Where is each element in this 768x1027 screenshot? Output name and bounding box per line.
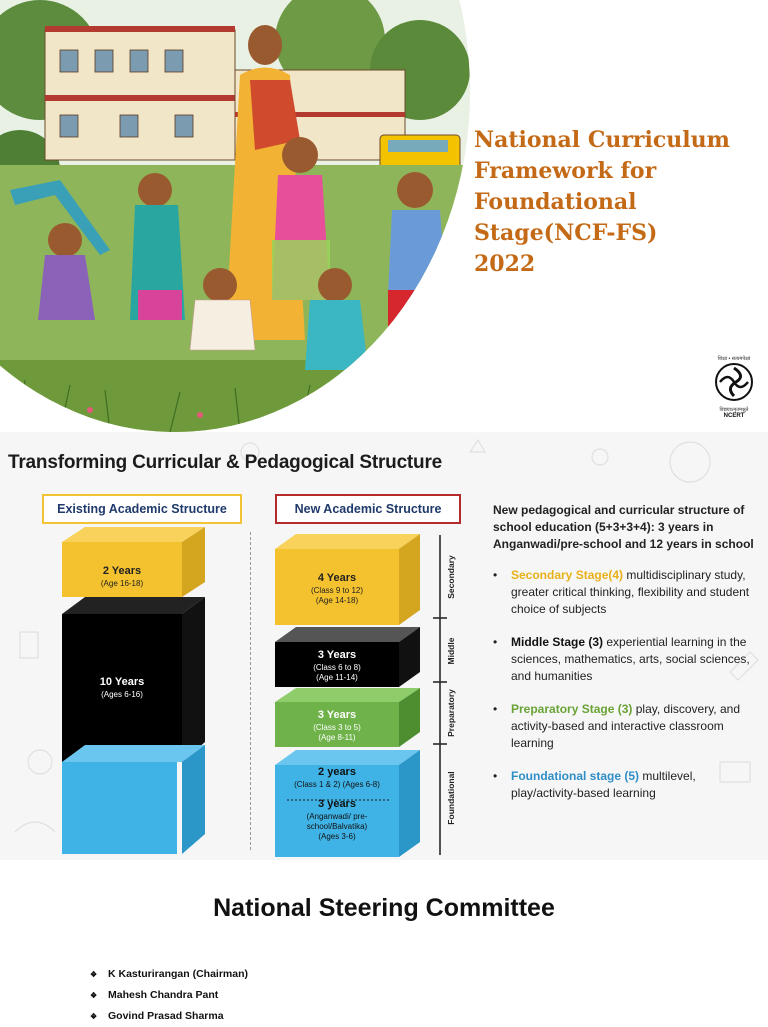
structure-section [0, 432, 768, 860]
block-years: 3 Years [317, 649, 357, 661]
block-detail: (Age 11-14) [316, 672, 358, 682]
committee-section [0, 860, 768, 1024]
bullet-label: Secondary Stage(4) [511, 568, 624, 582]
new-block-preparatory-label [275, 709, 399, 743]
new-structure-header: New Academic Structure [275, 494, 461, 524]
cover-title-line: Framework for [474, 158, 657, 184]
structure-title: Transforming Curricular & Pedagogical Structure [8, 452, 443, 473]
block-detail: (Age 14-18) [315, 595, 359, 605]
block-detail: (Class 1 & 2) (Ages 6-8) [294, 779, 380, 789]
new-block-foundational-label [275, 766, 399, 842]
block-detail: (Age 8-11) [318, 732, 356, 742]
cover-title-line: Foundational [474, 189, 637, 215]
structure-description [493, 502, 755, 818]
new-block-secondary-label [275, 572, 399, 606]
block-detail: school/Balvatika) [306, 821, 368, 831]
cover-title-line: 2022 [474, 251, 536, 277]
bullet-label: Foundational stage (5) [511, 769, 640, 783]
bullet-foundational [493, 768, 755, 802]
cover-section [0, 0, 768, 432]
list-item [90, 985, 248, 1006]
ncert-logo [706, 356, 762, 420]
ncert-logo-icon [712, 362, 756, 402]
diamond-bullet-icon: ❖ [90, 970, 98, 979]
stage-label-foundational: Foundational [446, 771, 456, 825]
bullet-dot: • [493, 635, 498, 649]
member-name: Govind Prasad Sharma [108, 1010, 224, 1022]
diamond-bullet-icon: ❖ [90, 1012, 98, 1021]
structure-intro: New pedagogical and curricular structure of school education (5+3+3+4): 3 years in Anganwadi/pre-school and 12 years in school [493, 503, 754, 551]
cover-illustration [0, 0, 470, 432]
diamond-bullet-icon: ❖ [90, 991, 98, 1000]
bullet-text: play, discovery, and activity-based and interactive classroom learning [511, 702, 740, 750]
existing-structure-header: Existing Academic Structure [42, 494, 242, 524]
bullet-preparatory [493, 701, 755, 752]
bullet-text: multidisciplinary study, greater critical thinking, flexibility and student choice of subjects [511, 568, 750, 616]
committee-member-list [90, 964, 248, 1027]
block-detail: (Class 3 to 5) [313, 722, 361, 732]
logo-top-text: शिक्षा • सत्यमपेक्ष्यं [717, 356, 751, 362]
bullet-text: multilevel, play/activity-based learning [511, 769, 696, 800]
logo-abbr: NCERT [723, 413, 745, 419]
block-years: 3 Years [317, 709, 357, 721]
bullet-middle [493, 634, 755, 685]
existing-block-2yrs-label [62, 565, 182, 589]
block-detail: (Ages 3-6) [318, 831, 356, 841]
cover-title [474, 125, 744, 280]
existing-block-blue [62, 745, 205, 854]
bullet-dot: • [493, 769, 498, 783]
stage-bracket [433, 535, 447, 855]
list-item [90, 964, 248, 985]
bullet-dot: • [493, 702, 498, 716]
existing-block-10yrs-label [62, 676, 182, 700]
new-block-middle-label [275, 649, 399, 683]
block-detail: (Class 9 to 12) [310, 585, 364, 595]
block-detail: (Anganwadi/ pre- [306, 811, 368, 821]
bullet-dot: • [493, 568, 498, 582]
committee-title: National Steering Committee [213, 894, 555, 922]
cover-title-line: National Curriculum [474, 127, 730, 153]
logo-bottom-text: विद्ययाऽमृतमश्नुते [719, 407, 749, 413]
member-name: K Kasturirangan (Chairman) [108, 968, 249, 980]
block-detail: (Class 6 to 8) [313, 662, 361, 672]
block-years: 2 Years [102, 565, 142, 577]
stage-label-middle: Middle [446, 637, 456, 665]
bullet-label: Middle Stage (3) [511, 635, 604, 649]
member-name: Mahesh Chandra Pant [108, 989, 219, 1001]
block-detail: (Ages 6-16) [101, 689, 143, 699]
cover-title-line: Stage(NCF-FS) [474, 220, 658, 246]
bullet-label: Preparatory Stage (3) [511, 702, 633, 716]
bullet-text: experiential learning in the sciences, mathematics, arts, social sciences, and humanities [511, 635, 750, 683]
block-years: 10 Years [99, 676, 145, 688]
block-years: 3 years [318, 797, 356, 810]
stage-label-secondary: Secondary [446, 555, 456, 599]
bullet-secondary [493, 567, 755, 618]
block-years: 4 Years [317, 572, 357, 584]
block-detail: (Age 16-18) [100, 578, 144, 588]
stage-label-preparatory: Preparatory [446, 689, 456, 737]
block-years: 2 years [318, 766, 356, 778]
